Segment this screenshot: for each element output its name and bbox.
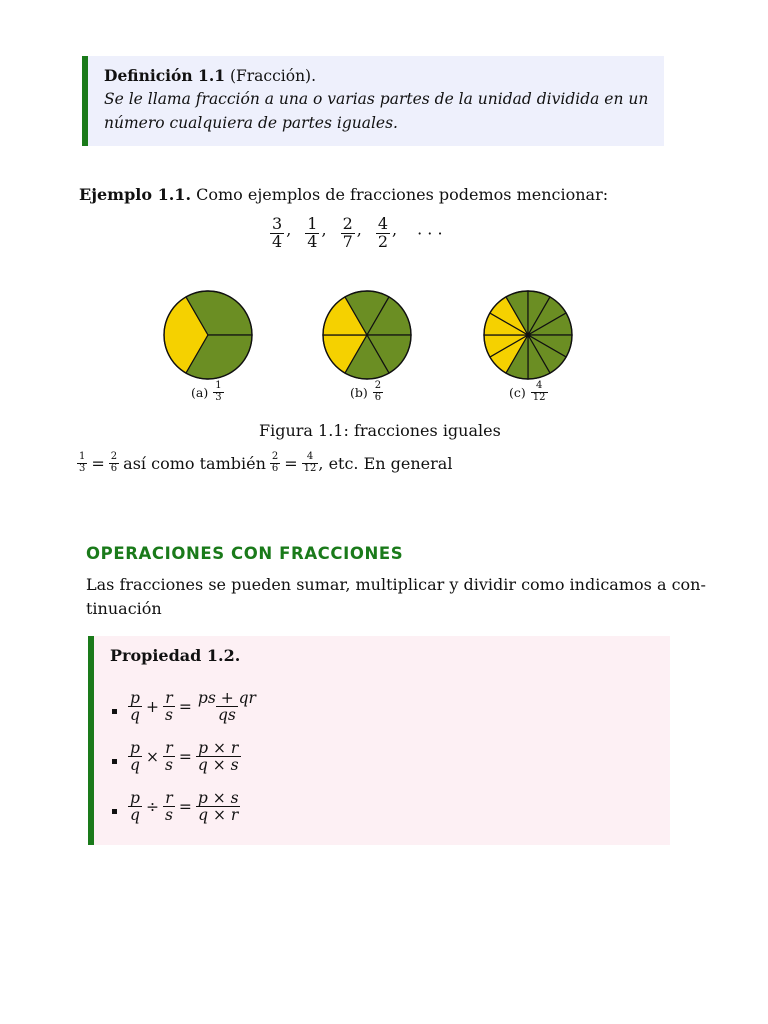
pie-chart-b xyxy=(321,289,413,381)
example-label: Ejemplo 1.1. xyxy=(79,185,192,204)
formula-result-denominator: qs xyxy=(217,706,236,725)
equals-sign: = xyxy=(178,797,192,816)
fraction-numerator: 4 xyxy=(377,214,389,233)
fraction-denominator: 4 xyxy=(307,231,318,251)
example-fraction: $\frac{4}{2}$ , xyxy=(377,214,398,251)
equals-sign: = xyxy=(91,453,105,473)
formula-term: r xyxy=(165,739,173,757)
equality-mid-text: así como también xyxy=(123,453,266,473)
formula-term: q xyxy=(130,706,140,725)
equals-sign: = xyxy=(178,697,192,716)
formula-result-denominator: q × r xyxy=(198,806,239,825)
section-text-line-1: Las fracciones se pueden sumar, multiplicar y dividir como indicamos a con- xyxy=(86,575,706,594)
fraction-numerator: 2 xyxy=(271,451,279,462)
fraction-denominator: 2 xyxy=(377,231,389,251)
fraction-numerator: 1 xyxy=(79,451,86,462)
formula-term: q xyxy=(130,756,140,775)
fraction-numerator: 2 xyxy=(110,451,118,462)
fraction-denominator: 6 xyxy=(374,391,382,403)
definition-text-line-1: Se le llama fracción a una o varias partes de la unidad dividida en un xyxy=(104,90,649,108)
example-text: Como ejemplos de fracciones podemos mencionar: xyxy=(196,185,609,204)
formula-term: r xyxy=(165,789,173,807)
equals-sign: = xyxy=(178,747,192,766)
formula-term: s xyxy=(164,806,173,825)
formula-result-numerator: p × r xyxy=(198,739,239,757)
formula-term: q xyxy=(130,806,140,825)
definition-box xyxy=(82,56,664,146)
fraction-denominator: 12 xyxy=(532,391,546,403)
formula-result-numerator: p × s xyxy=(197,789,239,807)
fraction-denominator: 3 xyxy=(79,462,86,474)
fraction-numerator: 1 xyxy=(215,380,222,391)
section-text-line-2: tinuación xyxy=(86,599,162,618)
equality-line xyxy=(77,452,452,474)
fraction-numerator: 3 xyxy=(272,214,283,233)
operator: × xyxy=(145,747,159,766)
equals-sign: = xyxy=(284,453,298,473)
fraction-denominator: 12 xyxy=(303,462,317,474)
figure-caption: Figura 1.1: fracciones iguales xyxy=(259,421,501,440)
subcaption-label: (c) xyxy=(509,384,526,400)
property-box xyxy=(88,636,670,845)
formula-multiplication xyxy=(128,740,241,774)
fraction-denominator: 6 xyxy=(271,462,279,474)
bullet-icon xyxy=(112,759,117,764)
formula-term: p xyxy=(130,689,140,707)
ellipsis: · · · xyxy=(417,223,443,243)
fraction-denominator: 6 xyxy=(110,462,118,474)
pie-chart-a xyxy=(162,289,254,381)
formula-term: s xyxy=(164,706,173,725)
fraction-denominator: 4 xyxy=(272,231,283,251)
fraction-denominator: 3 xyxy=(215,391,222,403)
example-fractions xyxy=(270,216,457,251)
fraction-denominator: 7 xyxy=(342,231,353,251)
formula-result-denominator: q × s xyxy=(197,756,239,775)
subcaption-label: (a) xyxy=(191,384,209,400)
subcaption-c xyxy=(509,381,548,403)
formula-addition xyxy=(128,690,258,724)
fraction-numerator: 2 xyxy=(342,214,353,233)
example-line xyxy=(79,185,608,204)
property-label: Propiedad 1.2. xyxy=(110,646,241,665)
subcaption-b xyxy=(350,381,383,403)
section-heading: OPERACIONES CON FRACCIONES xyxy=(86,544,404,563)
definition-title xyxy=(104,66,316,85)
fraction-numerator: 4 xyxy=(306,451,314,462)
subcaption-label: (b) xyxy=(350,384,368,400)
operator: + xyxy=(145,697,159,716)
formula-term: s xyxy=(164,756,173,775)
formula-term: p xyxy=(130,739,140,757)
formula-division xyxy=(128,790,241,824)
equality-end-text: , etc. En general xyxy=(318,453,453,473)
example-fraction: $\frac{3}{4}$ , xyxy=(272,214,292,251)
fraction-numerator: 1 xyxy=(307,214,318,233)
pie-chart-c xyxy=(482,289,574,381)
formula-result-numerator: ps + qr xyxy=(197,689,256,707)
fraction-numerator: 2 xyxy=(374,380,382,391)
bullet-icon xyxy=(112,809,117,814)
formula-term: p xyxy=(130,789,140,807)
operator: ÷ xyxy=(145,797,159,816)
example-fraction: $\frac{1}{4}$ , xyxy=(307,214,327,251)
fraction-numerator: 4 xyxy=(535,380,543,391)
definition-name: (Fracción). xyxy=(229,67,317,85)
bullet-icon xyxy=(112,709,117,714)
subcaption-a xyxy=(191,381,224,403)
definition-text-line-2: número cualquiera de partes iguales. xyxy=(104,114,398,132)
formula-term: r xyxy=(165,689,173,707)
definition-label: Definición 1.1 xyxy=(104,66,226,85)
example-fraction: $\frac{2}{7}$ , xyxy=(342,214,362,251)
